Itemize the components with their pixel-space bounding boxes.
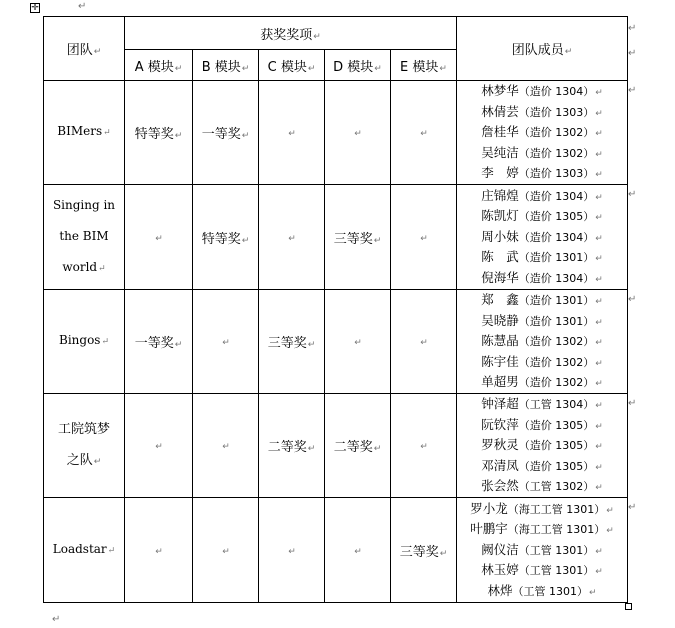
table-row xyxy=(44,185,628,290)
award-label: 一等奖 xyxy=(201,127,241,142)
member-line: 詹桂华（造价 1302）↵ xyxy=(481,124,603,140)
row-end-mark: ↵ xyxy=(628,48,637,59)
row-end-mark: ↵ xyxy=(628,23,637,34)
member-name: 倪海华 xyxy=(481,269,519,285)
team-name-line: Singing in xyxy=(52,197,116,212)
member-line: 张会然（工管 1302）↵ xyxy=(481,478,603,494)
team-name-cell xyxy=(44,498,125,603)
award-cell: 二等奖↵ xyxy=(259,394,325,498)
award-cell: 一等奖↵ xyxy=(193,81,259,185)
member-name: 陈慧晶 xyxy=(481,333,519,349)
member-class: （造价 1303） xyxy=(518,167,595,181)
member-line: 邓清凤（造价 1305）↵ xyxy=(481,457,603,473)
member-line: 阮钦萍（造价 1305）↵ xyxy=(481,416,603,432)
member-class: （造价 1305） xyxy=(518,439,595,453)
paragraph-mark: ↵ xyxy=(78,1,87,12)
member-class: （造价 1302） xyxy=(518,146,595,160)
member-line: 钟泽超（工管 1304）↵ xyxy=(481,396,603,412)
row-end-mark: ↵ xyxy=(628,398,637,409)
table-row xyxy=(44,290,628,394)
team-name-line: world↵ xyxy=(62,259,106,274)
member-line: 吴纯洁（造价 1302）↵ xyxy=(481,144,603,160)
award-label: 三等奖 xyxy=(333,231,373,247)
member-class: （造价 1305） xyxy=(518,459,595,473)
award-cell: 三等奖↵ xyxy=(325,185,391,290)
award-cell: ↵ xyxy=(391,394,457,498)
award-cell: ↵ xyxy=(125,394,193,498)
member-name: 罗小龙 xyxy=(470,500,508,516)
header-awards: 获奖奖项↵ xyxy=(125,17,457,50)
award-label: 一等奖 xyxy=(134,336,174,351)
member-name: 李 婷 xyxy=(481,165,519,181)
header-module-c: C 模块↵ xyxy=(259,50,325,81)
row-end-mark: ↵ xyxy=(628,85,637,96)
header-team: 团队↵ xyxy=(44,17,125,81)
member-line: 陈 武（造价 1301）↵ xyxy=(481,249,603,265)
award-cell: ↵ xyxy=(391,290,457,394)
paragraph-mark: ↵ xyxy=(52,614,61,625)
award-cell: ↵ xyxy=(259,185,325,290)
member-line: 庄锦煌（造价 1304）↵ xyxy=(481,187,603,203)
team-name-cell xyxy=(44,290,125,394)
member-name: 詹桂华 xyxy=(481,124,519,140)
member-class: （造价 1301） xyxy=(518,314,595,328)
member-line: 叶鹏宇（海工工管 1301）↵ xyxy=(470,521,614,537)
team-name-cell xyxy=(44,394,125,498)
table-row xyxy=(44,394,628,498)
member-name: 庄锦煌 xyxy=(481,187,519,203)
table-row xyxy=(44,81,628,185)
award-cell: 三等奖↵ xyxy=(391,498,457,603)
member-line: 阙仪洁（工管 1301）↵ xyxy=(481,541,603,557)
member-line: 郑 鑫（造价 1301）↵ xyxy=(481,292,603,308)
table-row xyxy=(44,498,628,603)
header-module-e: E 模块↵ xyxy=(391,50,457,81)
member-line: 陈宇佳（造价 1302）↵ xyxy=(481,353,603,369)
member-class: （造价 1303） xyxy=(518,105,595,119)
member-class: （造价 1304） xyxy=(518,271,595,285)
member-class: （造价 1304） xyxy=(518,230,595,244)
award-label: 三等奖 xyxy=(267,336,307,351)
awards-table xyxy=(43,16,628,603)
member-class: （造价 1302） xyxy=(518,355,595,369)
member-line: 陈慧晶（造价 1302）↵ xyxy=(481,333,603,349)
team-name-line: Bingos↵ xyxy=(59,333,109,347)
header-module-d: D 模块↵ xyxy=(325,50,391,81)
member-class: （造价 1304） xyxy=(518,85,595,99)
member-name: 罗秋灵 xyxy=(481,437,519,453)
member-line: 林烨（工管 1301）↵ xyxy=(487,582,597,598)
row-end-mark: ↵ xyxy=(628,502,637,513)
member-class: （造价 1302） xyxy=(518,376,595,390)
member-name: 陈凯灯 xyxy=(481,208,519,224)
member-name: 邓清凤 xyxy=(481,457,519,473)
header-module-b: B 模块↵ xyxy=(193,50,259,81)
award-cell: 特等奖↵ xyxy=(193,185,259,290)
member-line: 陈凯灯（造价 1305）↵ xyxy=(481,208,603,224)
member-line: 林梦华（造价 1304）↵ xyxy=(481,83,603,99)
header-members: 团队成员↵ xyxy=(457,17,628,81)
award-cell: ↵ xyxy=(259,498,325,603)
award-cell: ↵ xyxy=(259,81,325,185)
member-line: 单超男（造价 1302）↵ xyxy=(481,374,603,390)
member-line: 林倩芸（造价 1303）↵ xyxy=(481,103,603,119)
member-name: 钟泽超 xyxy=(481,396,519,412)
member-class: （工管 1301） xyxy=(518,564,595,578)
member-name: 陈 武 xyxy=(481,249,519,265)
table-move-handle[interactable]: ✛ xyxy=(31,3,39,13)
member-name: 郑 鑫 xyxy=(481,292,519,308)
member-line: 林玉婷（工管 1301）↵ xyxy=(481,562,603,578)
row-end-mark: ↵ xyxy=(628,189,637,200)
member-name: 张会然 xyxy=(481,478,519,494)
member-line: 罗秋灵（造价 1305）↵ xyxy=(481,437,603,453)
team-name-line: BIMers↵ xyxy=(57,124,111,138)
team-name-line: the BIM xyxy=(59,228,109,243)
team-members-cell xyxy=(457,185,628,290)
member-name: 林梦华 xyxy=(481,83,519,99)
member-name: 林烨 xyxy=(487,582,513,598)
member-name: 林倩芸 xyxy=(481,103,519,119)
member-class: （造价 1305） xyxy=(518,210,595,224)
member-name: 林玉婷 xyxy=(481,562,519,578)
award-cell: ↵ xyxy=(125,185,193,290)
member-name: 周小妹 xyxy=(481,228,519,244)
member-class: （造价 1301） xyxy=(518,251,595,265)
team-members-cell xyxy=(457,290,628,394)
award-label: 特等奖 xyxy=(201,231,241,247)
award-cell: ↵ xyxy=(325,498,391,603)
member-class: （海工工管 1301） xyxy=(507,523,606,537)
award-label: 二等奖 xyxy=(267,440,307,455)
member-class: （造价 1304） xyxy=(518,189,595,203)
award-cell: ↵ xyxy=(325,290,391,394)
member-class: （造价 1305） xyxy=(518,418,595,432)
table-resize-handle[interactable] xyxy=(625,603,632,610)
member-line: 李 婷（造价 1303）↵ xyxy=(481,165,603,181)
member-class: （工管 1301） xyxy=(512,584,588,598)
award-cell: ↵ xyxy=(193,290,259,394)
member-class: （工管 1301） xyxy=(518,543,595,557)
award-label: 二等奖 xyxy=(333,440,373,455)
member-line: 吴晓静（造价 1301）↵ xyxy=(481,312,603,328)
team-name-cell xyxy=(44,81,125,185)
team-name-line: Loadstar↵ xyxy=(52,541,116,556)
team-members-cell xyxy=(457,81,628,185)
award-cell: 二等奖↵ xyxy=(325,394,391,498)
award-cell: ↵ xyxy=(193,394,259,498)
award-cell: ↵ xyxy=(391,81,457,185)
award-cell: 特等奖↵ xyxy=(125,81,193,185)
member-name: 吴晓静 xyxy=(481,312,519,328)
award-cell: ↵ xyxy=(391,185,457,290)
member-line: 倪海华（造价 1304）↵ xyxy=(481,269,603,285)
team-members-cell xyxy=(457,498,628,603)
member-line: 罗小龙（海工工管 1301）↵ xyxy=(470,500,614,516)
member-class: （造价 1302） xyxy=(518,126,595,140)
header-module-a: A 模块↵ xyxy=(125,50,193,81)
award-cell: 三等奖↵ xyxy=(259,290,325,394)
member-class: （造价 1301） xyxy=(518,294,595,308)
award-cell: 一等奖↵ xyxy=(125,290,193,394)
member-class: （造价 1302） xyxy=(518,335,595,349)
award-cell: ↵ xyxy=(193,498,259,603)
award-label: 特等奖 xyxy=(134,127,174,142)
member-name: 阙仪洁 xyxy=(481,541,519,557)
team-members-cell xyxy=(457,394,628,498)
member-class: （工管 1304） xyxy=(518,398,595,412)
team-name-cell xyxy=(44,185,125,290)
award-cell: ↵ xyxy=(325,81,391,185)
team-name-line: 之队↵ xyxy=(66,452,102,468)
member-name: 叶鹏宇 xyxy=(470,521,508,537)
member-name: 吴纯洁 xyxy=(481,144,519,160)
member-name: 陈宇佳 xyxy=(481,353,519,369)
member-class: （工管 1302） xyxy=(518,480,595,494)
member-name: 单超男 xyxy=(481,374,519,390)
row-end-mark: ↵ xyxy=(628,294,637,305)
award-cell: ↵ xyxy=(125,498,193,603)
member-line: 周小妹（造价 1304）↵ xyxy=(481,228,603,244)
member-class: （海工工管 1301） xyxy=(507,502,606,516)
award-label: 三等奖 xyxy=(399,544,439,560)
member-name: 阮钦萍 xyxy=(481,416,519,432)
team-name-line: 工院筑梦 xyxy=(57,421,110,437)
